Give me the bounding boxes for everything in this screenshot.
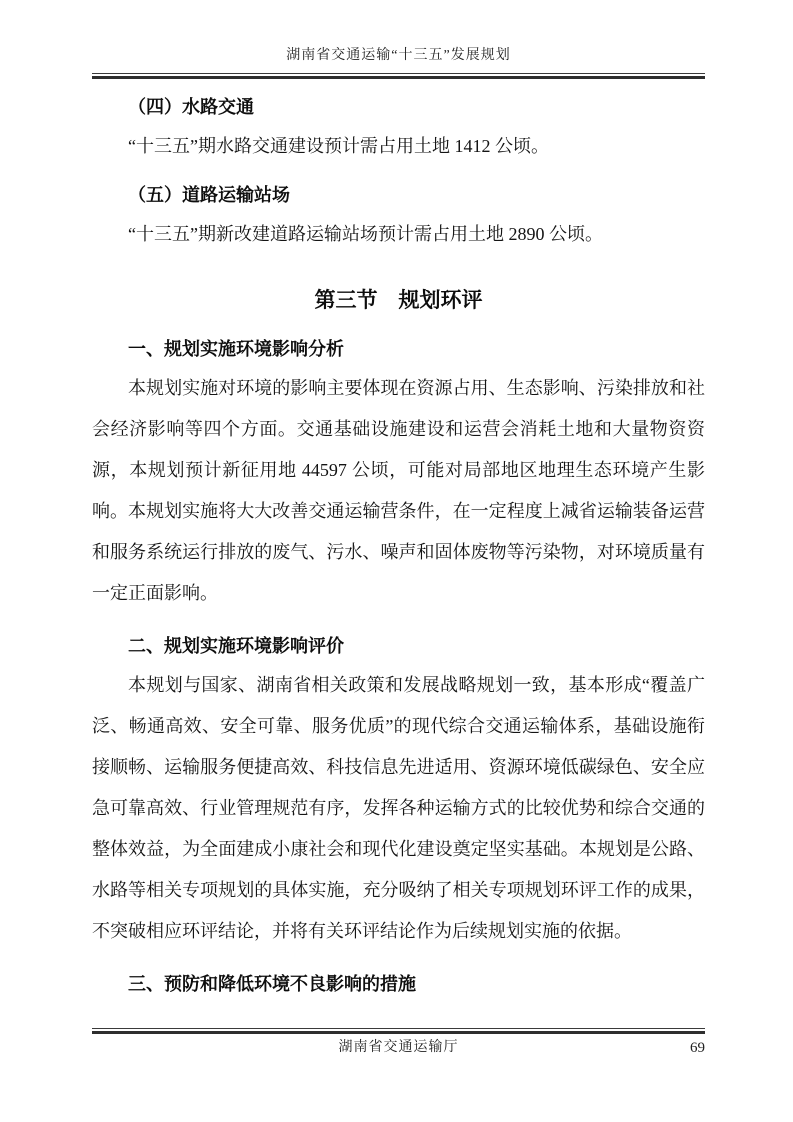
page-header — [92, 46, 705, 79]
footer-rule-thick — [92, 1031, 705, 1034]
heading-impact-analysis: 一、规划实施环境影响分析 — [128, 339, 344, 359]
section-title: 第三节 规划环评 — [314, 289, 483, 312]
header-rule — [92, 73, 705, 79]
footer-row — [92, 1037, 705, 1059]
footer-rule-thin — [92, 1028, 705, 1029]
paragraph-impact-analysis: 本规划实施对环境的影响主要体现在资源占用、生态影响、污染排放和社会经济影响等四个方面。交通基础设施建设和运营会消耗土地和大量物资资源，本规划预计新征用地 44597 公顷，可能对局部地区地理生态环境产生影响。本规划实施将大大改善交通运输营条件，在一定程度上减省运输装备运营和服务系统运行排放的废气、污水、噪声和固体废物等污染物，对环境质量有一定正面影响。 — [92, 378, 705, 603]
heading-impact-evaluation: 二、规划实施环境影响评价 — [128, 636, 344, 656]
heading-water-transport: （四）水路交通 — [128, 97, 254, 117]
heading-road-stations: （五）道路运输站场 — [128, 185, 290, 205]
page-footer — [92, 1028, 705, 1059]
footer-page-number: 69 — [690, 1040, 705, 1056]
paragraph-impact-evaluation: 本规划与国家、湖南省相关政策和发展战略规划一致，基本形成“覆盖广泛、畅通高效、安全可靠、服务优质”的现代综合交通运输体系，基础设施衔接顺畅、运输服务便捷高效、科技信息先进适用、资源环境低碳绿色、安全应急可靠高效、行业管理规范有序，发挥各种运输方式的比较优势和综合交通的整体效益，为全面建成小康社会和现代化建设奠定坚实基础。本规划是公路、水路等相关专项规划的具体实施，充分吸纳了相关专项规划环评工作的成果，不突破相应环评结论，并将有关环评结论作为后续规划实施的依据。 — [92, 675, 705, 941]
paragraph-road-stations: “十三五”期新改建道路运输站场预计需占用土地 2890 公顷。 — [128, 224, 603, 244]
footer-department: 湖南省交通运输厅 — [338, 1040, 459, 1055]
header-rule-thick — [92, 76, 705, 79]
document-body — [92, 93, 705, 998]
heading-mitigation-measures: 三、预防和降低环境不良影响的措施 — [128, 974, 416, 994]
footer-rule — [92, 1028, 705, 1034]
paragraph-water-transport: “十三五”期水路交通建设预计需占用土地 1412 公顷。 — [128, 136, 549, 156]
header-rule-thin — [92, 73, 705, 74]
header-title: 湖南省交通运输“十三五”发展规划 — [286, 48, 511, 63]
